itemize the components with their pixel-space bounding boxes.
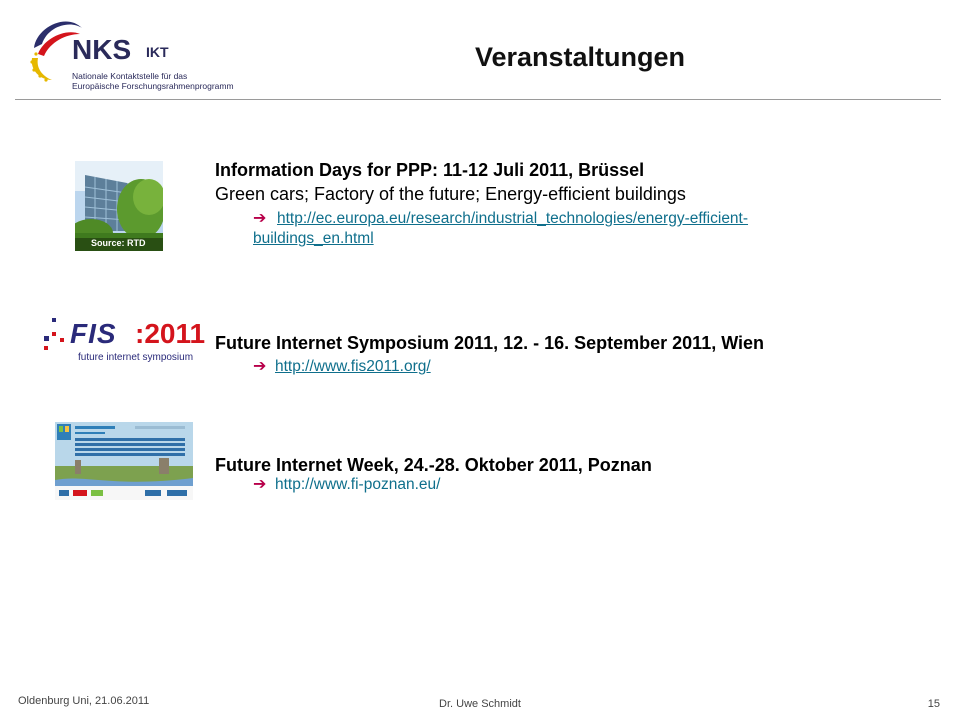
header-divider	[15, 99, 941, 100]
footer-author: Dr. Uwe Schmidt	[439, 698, 521, 710]
event-link-info-days-cont[interactable]: buildings_en.html	[253, 230, 374, 247]
building-photo	[75, 161, 163, 251]
event-link-fiw[interactable]: http://www.fi-poznan.eu/	[275, 476, 441, 493]
event-link-fis[interactable]: http://www.fis2011.org/	[275, 358, 431, 375]
event-title-info-days: Information Days for PPP: 11-12 Juli 2011, Brüssel	[215, 160, 645, 180]
logo-ikt-text: IKT	[146, 44, 169, 60]
logo-subtitle-1: Nationale Kontaktstelle für das	[72, 71, 188, 81]
fis-logo-year: :2011	[135, 318, 206, 349]
event-link-info-days[interactable]: http://ec.europa.eu/research/industrial_technologies/energy-efficient-	[277, 210, 749, 227]
fis-logo-tagline: future internet symposium	[78, 352, 194, 363]
logo-subtitle-2: Europäische Forschungsrahmenprogramm	[72, 81, 234, 91]
future-internet-week-banner	[55, 422, 193, 500]
image-caption: Source: RTD	[91, 238, 146, 248]
event-link-fis-row	[253, 357, 431, 377]
event-description: Green cars; Factory of the future; Energy-efficient buildings	[215, 184, 686, 204]
event-link-fiw-row	[253, 475, 440, 495]
event-title-fiw: Future Internet Week, 24.-28. Oktober 2011, Poznan	[215, 455, 652, 475]
event-link-info-days-row	[253, 209, 893, 249]
right-arrow-icon: ➔	[253, 358, 267, 375]
page-title: Veranstaltungen	[474, 42, 686, 72]
nks-ikt-logo	[26, 14, 234, 91]
fis-logo-text: FIS	[70, 318, 117, 349]
right-arrow-icon: ➔	[253, 210, 267, 227]
page-number: 15	[927, 698, 940, 710]
logo-nks-text: NKS	[72, 34, 132, 65]
right-arrow-icon: ➔	[253, 476, 267, 493]
event-title-fis: Future Internet Symposium 2011, 12. - 16. September 2011, Wien	[215, 333, 765, 353]
fis-2011-logo	[40, 316, 206, 366]
footer-date: Oldenburg Uni, 21.06.2011	[18, 695, 150, 707]
